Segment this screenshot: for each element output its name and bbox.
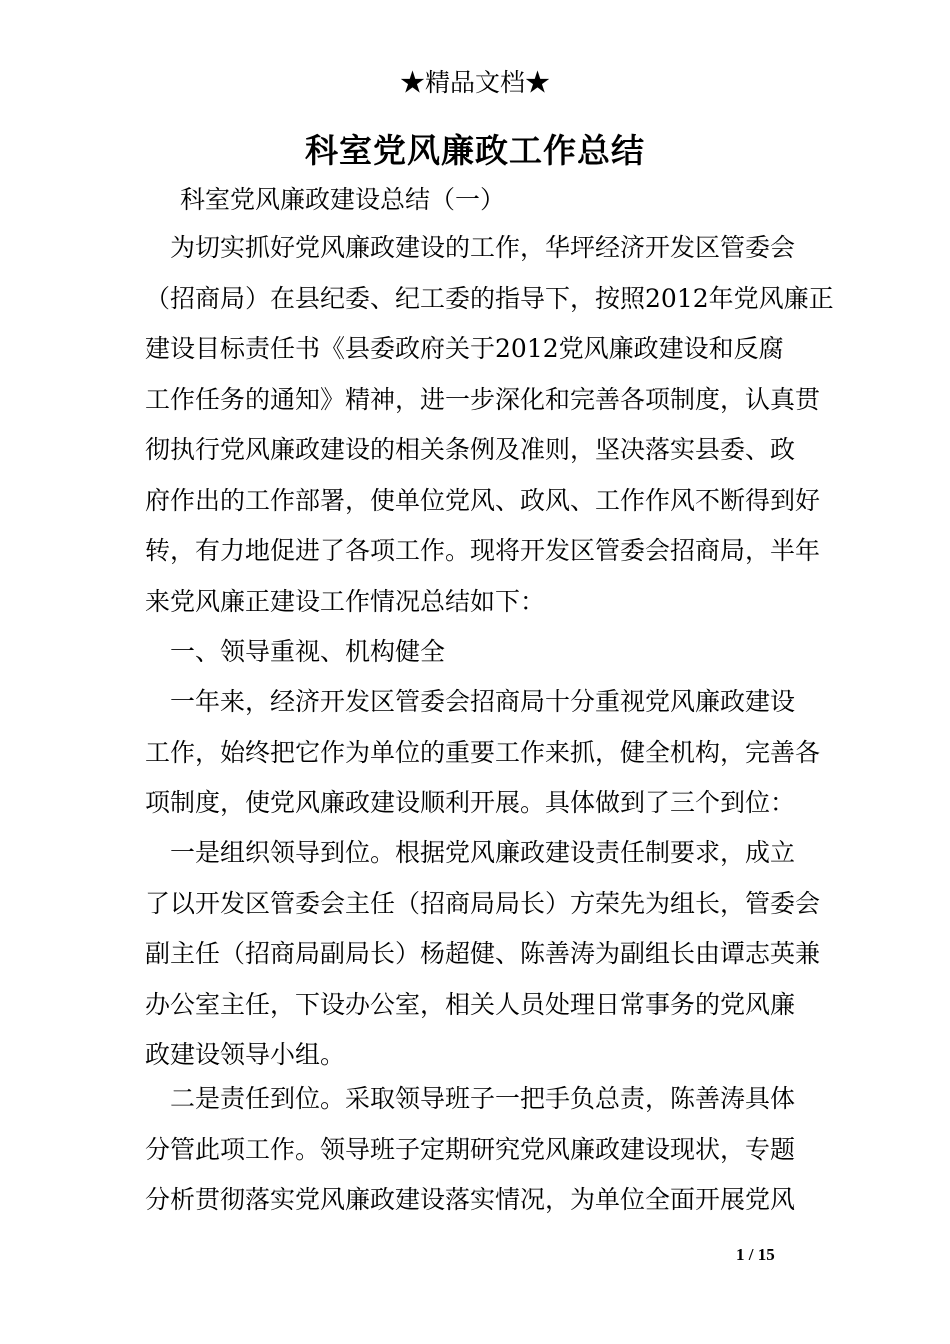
section-heading (145, 627, 805, 678)
text-line: 建设目标责任书《县委政府关于2012党风廉政建设和反腐 (145, 334, 784, 363)
text-line: 分析贯彻落实党风廉政建设落实情况，为单位全面开展党风 (145, 1185, 796, 1214)
text-line: （招商局）在县纪委、纪工委的指导下，按照2012年党风廉正 (145, 283, 834, 313)
text-line: 项制度，使党风廉政建设顺利开展。具体做到了三个到位： (145, 788, 796, 817)
header-label: ★精品文档★ (399, 68, 550, 97)
section-subtitle: 科室党风廉政建设总结（一） (180, 185, 506, 214)
body-paragraph (145, 677, 821, 829)
text-line: 办公室主任，下设办公室，相关人员处理日常事务的党风廉 (145, 989, 796, 1019)
text-line: 分管此项工作。领导班子定期研究党风廉政建设现状，专题 (145, 1134, 796, 1164)
text-line: 彻执行党风廉政建设的相关条例及准则，坚决落实县委、政 (145, 435, 796, 464)
text-line: 为切实抓好党风廉政建设的工作，华坪经济开发区管委会 (170, 233, 796, 262)
text-line: 了以开发区管委会主任（招商局局长）方荣先为组长，管委会 (145, 888, 821, 918)
page-number: 1 / 15 (736, 1245, 775, 1264)
text-line: 一、领导重视、机构健全 (170, 637, 446, 666)
text-line: 一年来，经济开发区管委会招商局十分重视党风廉政建设 (170, 687, 796, 716)
text-line: 政建设领导小组。 (145, 1040, 346, 1069)
text-line: 府作出的工作部署，使单位党风、政风、工作作风不断得到好 (145, 485, 821, 515)
body-paragraph (145, 1074, 805, 1226)
text-line: 转，有力地促进了各项工作。现将开发区管委会招商局，半年 (145, 536, 821, 565)
text-line: 副主任（招商局副局长）杨超健、陈善涛为副组长由谭志英兼 (145, 939, 821, 968)
body-paragraph (145, 223, 834, 627)
text-line: 二是责任到位。采取领导班子一把手负总责，陈善涛具体 (170, 1084, 796, 1113)
body-paragraph (145, 828, 821, 1081)
page-title: 科室党风廉政工作总结 (305, 131, 645, 170)
text-line: 工作任务的通知》精神，进一步深化和完善各项制度，认真贯 (145, 384, 821, 414)
text-line: 一是组织领导到位。根据党风廉政建设责任制要求，成立 (170, 838, 796, 867)
text-line: 来党风廉正建设工作情况总结如下： (145, 586, 546, 616)
text-line: 工作，始终把它作为单位的重要工作来抓，健全机构，完善各 (145, 737, 821, 767)
